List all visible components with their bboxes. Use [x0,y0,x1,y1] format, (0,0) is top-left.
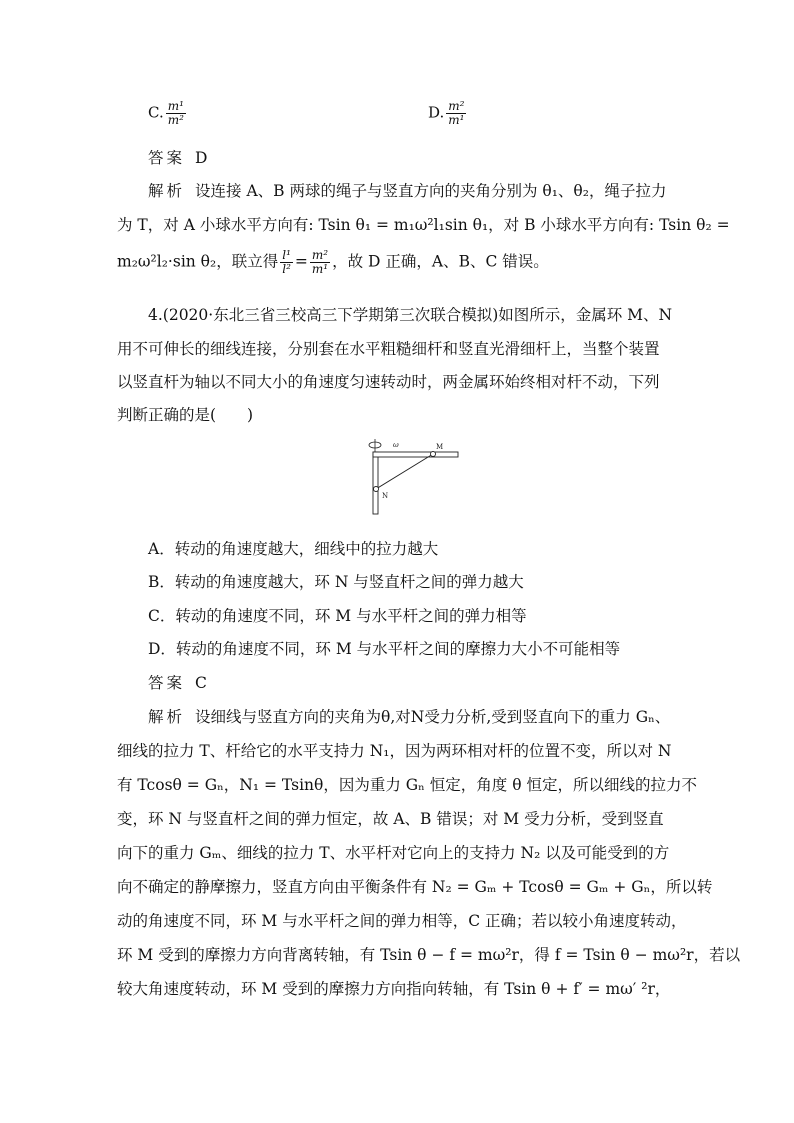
q4-analysis-line-5: 向下的重力 Gₘ、细线的拉力 T、水平杆对它向上的支持力 N₂ 以及可能受到的方 [117,844,670,862]
equals-sign: = [294,252,308,271]
ring-m-label: M [436,443,444,451]
q4-option-d: D．转动的角速度不同，环 M 与水平杆之间的摩擦力大小不可能相等 [148,640,621,658]
q4-stem-line-3: 以竖直杆为轴以不同大小的角速度匀速转动时，两金属环始终相对杆不动，下列 [117,373,660,391]
fraction-numerator: l¹ [282,248,291,262]
ring-n [374,487,379,492]
analysis-text: m₂ω²l₂·sin θ₂，联立得 [117,252,279,271]
q4-figure [360,436,470,518]
string-line [376,454,433,489]
answer-value: C [195,674,207,692]
analysis-tag: 解析 [148,182,186,200]
q3-answer [148,148,207,168]
analysis-text: 设细线与竖直方向的夹角为θ,对N受力分析,受到竖直向下的重力 Gₙ、 [195,708,671,726]
omega-label: ω [393,441,399,449]
option-c-denominator: m² [167,113,184,127]
q4-analysis-line-8: 环 M 受到的摩擦力方向背离转轴，有 Tsin θ − f = mω²r，得 f = Tsin θ − mω²r，若以 [117,946,741,964]
q3-analysis-line-1 [148,181,666,201]
q4-answer [148,673,207,693]
analysis-text: ，故 D 正确，A、B、C 错误。 [332,252,549,271]
fraction-denominator: l² [282,262,291,276]
fraction-l [280,249,293,276]
q4-analysis-line-7: 动的角速度不同，环 M 与水平杆之间的弹力相等，C 正确；若以较小角速度转动， [117,912,687,930]
ring-m [431,452,436,457]
option-c-fraction [166,100,186,127]
fraction-m [310,249,330,276]
q4-stem-line-1: 4.(2020·东北三省三校高三下学期第三次联合模拟)如图所示，金属环 M、N [148,306,673,324]
ring-n-label: N [382,492,389,500]
q4-analysis-line-1 [148,707,670,727]
analysis-text: 设连接 A、B 两球的绳子与竖直方向的夹角分别为 θ₁、θ₂，绳子拉力 [195,182,667,200]
q4-option-b: B．转动的角速度越大，环 N 与竖直杆之间的弹力越大 [148,573,524,591]
horizontal-rod [373,452,458,457]
q4-analysis-line-6: 向不确定的静摩擦力，竖直方向由平衡条件有 N₂ = Gₘ + Tcosθ = Gₘ + Gₙ，所以转 [117,878,713,896]
vertical-rod [373,452,378,514]
q3-analysis-line-3 [117,249,549,276]
option-d-fraction [446,100,466,127]
q4-analysis-line-9: 较大角速度转动，环 M 受到的摩擦力方向指向转轴，有 Tsin θ + f′ = mω′ ²r， [117,980,671,998]
option-c-label: C. [148,103,164,122]
fraction-numerator: m² [311,248,329,262]
option-d-label: D. [428,103,445,122]
rotating-rod-diagram [360,436,470,518]
q4-stem-line-4: 判断正确的是( ) [117,406,254,424]
option-c [148,100,188,127]
option-d-numerator: m² [448,99,465,113]
q3-analysis-line-2: 为 T，对 A 小球水平方向有: Tsin θ₁ = m₁ω²l₁sin θ₁，对 B 小球水平方向有: Tsin θ₂ = [117,216,730,234]
option-c-numerator: m¹ [167,99,184,113]
fraction-denominator: m¹ [311,262,329,276]
q4-option-c: C．转动的角速度不同，环 M 与水平杆之间的弹力相等 [148,607,527,625]
answer-value: D [195,149,208,167]
q4-analysis-line-2: 细线的拉力 T、杆给它的水平支持力 N₁，因为两环相对杆的位置不变，所以对 N [117,742,672,760]
answer-tag: 答案 [148,149,186,167]
answer-tag: 答案 [148,674,186,692]
analysis-tag: 解析 [148,708,186,726]
q4-analysis-line-4: 变，环 N 与竖直杆之间的弹力恒定，故 A、B 错误；对 M 受力分析，受到竖直 [117,810,664,828]
q4-option-a: A．转动的角速度越大，细线中的拉力越大 [148,540,439,558]
option-d-denominator: m¹ [448,113,465,127]
q4-analysis-line-3: 有 Tcosθ = Gₙ，N₁ = Tsinθ，因为重力 Gₙ 恒定，角度 θ 恒定，所以细线的拉力不 [117,776,697,794]
q4-stem-line-2: 用不可伸长的细线连接，分别套在水平粗糙细杆和竖直光滑细杆上，当整个装置 [117,340,660,358]
option-d [428,100,468,127]
